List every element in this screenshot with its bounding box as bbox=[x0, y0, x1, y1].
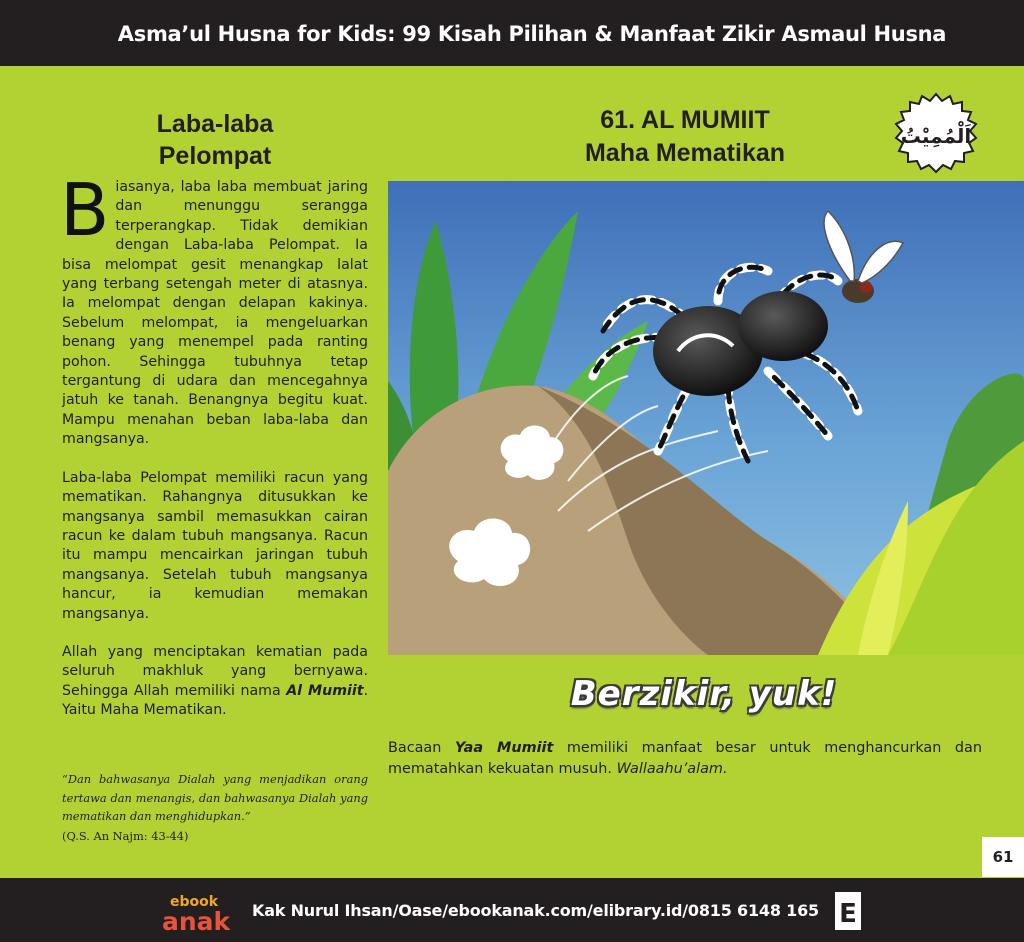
asma-number-name: 61. AL MUMIIT bbox=[600, 106, 770, 134]
quran-reference: (Q.S. An Najm: 43-44) bbox=[62, 829, 189, 843]
story-title-line1: Laba-laba bbox=[156, 110, 274, 138]
story-body bbox=[60, 168, 369, 740]
book-title: Asma’ul Husna for Kids: 99 Kisah Pilihan & Manfaat Zikir Asmaul Husna bbox=[117, 22, 947, 46]
spider-illustration bbox=[388, 181, 1024, 655]
logo-bottom-text: anak bbox=[162, 907, 231, 934]
asma-title bbox=[520, 104, 850, 170]
zikir-benefit bbox=[388, 738, 982, 780]
book-page bbox=[0, 66, 1024, 878]
benefit-text-mid: memiliki manfaat besar untuk menghancurkan dan mematahkan kekuatan musuh. bbox=[388, 740, 982, 777]
e-icon-letter: E bbox=[839, 899, 857, 929]
arabic-name: اَلْمُمِيْتُ bbox=[900, 124, 972, 148]
logo-top-text: ebook bbox=[170, 894, 219, 910]
asma-meaning: Maha Mematikan bbox=[584, 139, 786, 167]
ebookanak-logo bbox=[160, 890, 248, 934]
story-paragraph-2: Laba-laba Pelompat memiliki racun yang mematikan. Rahangnya ditusukkan ke mangsanya sambil memasukkan cairan racun ke dalam tubuh mangsanya. Racun itu mampu mencairkan jaringan tubuh mangsanya. Setelah tubuh mangsanya hancur, ia kemudian memakan mangsanya. bbox=[62, 469, 368, 622]
benefit-text-start: Bacaan bbox=[388, 740, 455, 756]
zikir-heading: Berzikir, yuk! bbox=[570, 674, 838, 714]
drop-cap: B bbox=[60, 168, 110, 252]
asma-name-emphasis: Al Mumiit bbox=[286, 682, 364, 699]
story-paragraph-1-text: iasanya, laba laba membuat jaring dan menunggu serangga terperangkap. Tidak demikian dengan Laba-laba Pelompat. Ia bisa melompat gesit menangkap lalat yang terbang setengah meter di atasnya. Ia melompat dengan delapan kakinya. Sebelum melompat, ia mengeluarkan benang yang menempel pada ranting pohon. Sehingga tubuhnya tetap tergantung di udara dan mencegahnya jatuh ke tanah. Benangnya begitu kuat. Mampu menahan beban laba-laba dan mangsanya. bbox=[62, 179, 368, 448]
story-paragraph-3-text: Allah yang menciptakan kematian pada seluruh makhluk yang bernyawa. Sehingga Allah memiliki nama bbox=[62, 643, 368, 699]
page-footer bbox=[0, 878, 1024, 942]
ebook-e-icon bbox=[833, 890, 865, 932]
footer-credits: Kak Nurul Ihsan/Oase/ebookanak.com/elibrary.id/0815 6148 165 bbox=[252, 901, 819, 920]
quran-quote: “Dan bahwasanya Dialah yang menjadikan orang tertawa dan menangis, dan bahwasanya Dialah yang mematikan dan menghidupkan.” bbox=[62, 772, 368, 823]
recitation-name: Yaa Mumiit bbox=[454, 740, 554, 756]
story-title-line2: Pelompat bbox=[158, 142, 272, 170]
story-paragraph-3 bbox=[62, 643, 368, 721]
story-paragraph-3-end: . Yaitu Maha Mematikan. bbox=[62, 682, 369, 719]
page-number: 61 bbox=[982, 837, 1024, 877]
story-title bbox=[60, 108, 370, 172]
spider-thorax bbox=[738, 291, 828, 361]
closing-phrase: Wallaahu’alam. bbox=[616, 761, 728, 777]
story-paragraph-1 bbox=[60, 168, 368, 450]
arabic-calligraphy-seal bbox=[890, 92, 982, 176]
page-header bbox=[0, 0, 1024, 66]
